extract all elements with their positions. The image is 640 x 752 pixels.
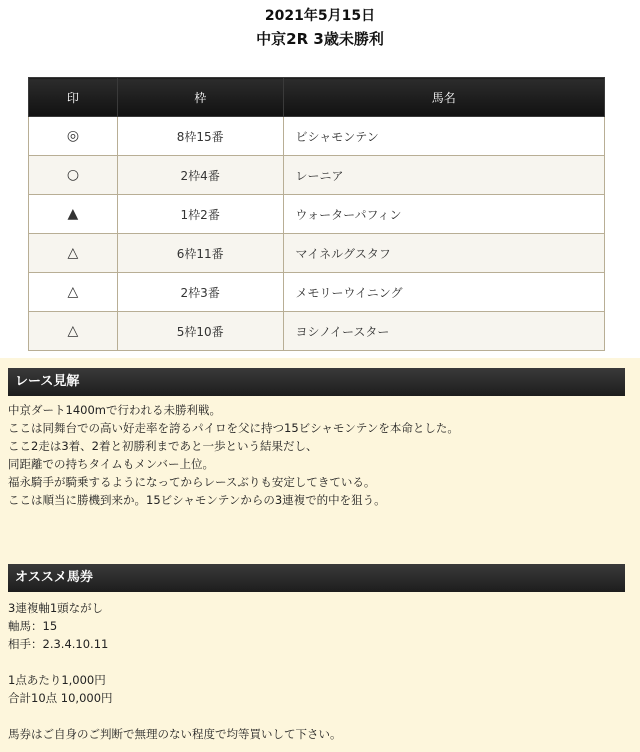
mark-cell: △	[29, 234, 118, 273]
mark-cell: △	[29, 273, 118, 312]
analysis-line: 同距離での持ちタイムもメンバー上位。	[8, 457, 214, 471]
race-title: 中京2R 3歳未勝利	[256, 30, 384, 48]
gate-cell: 5枠10番	[117, 312, 283, 351]
recommended-bets-text	[8, 599, 628, 743]
horse-name-cell: ウォーターパフィン	[283, 195, 604, 234]
horse-name-cell: ヨシノイースター	[283, 312, 604, 351]
bet-axis-horse: 軸馬：15	[8, 619, 58, 633]
page-header	[0, 0, 640, 66]
horse-name-cell: マイネルグスタフ	[283, 234, 604, 273]
analysis-line: ここは順当に勝機到来か。15ビシャモンテンからの3連複で的中を狙う。	[8, 493, 386, 507]
mark-cell: ○	[29, 156, 118, 195]
analysis-text	[8, 401, 628, 509]
bet-total: 合計10点 10,000円	[8, 691, 113, 705]
gate-cell: 6枠11番	[117, 234, 283, 273]
table-row	[29, 156, 605, 195]
mark-cell: △	[29, 312, 118, 351]
analysis-line: ここ2走は3着、2着と初勝利まであと一歩という結果だし、	[8, 439, 318, 453]
table-row	[29, 273, 605, 312]
analysis-heading: レース見解	[8, 368, 625, 396]
table-header-row	[29, 78, 605, 117]
commentary-panel	[0, 358, 640, 752]
prediction-table	[28, 77, 605, 351]
mark-cell: ▲	[29, 195, 118, 234]
horse-name-cell: レーニア	[283, 156, 604, 195]
analysis-line: ここは同舞台での高い好走率を誇るパイロを父に持つ15ビシャモンテンを本命とした。	[8, 421, 459, 435]
column-header-horse-name: 馬名	[283, 78, 604, 117]
table-row	[29, 234, 605, 273]
bet-notice: 馬券はご自身のご判断で無理のない程度で均等買いして下さい。	[8, 727, 342, 741]
gate-cell: 8枠15番	[117, 117, 283, 156]
recommended-bets-heading: オススメ馬券	[8, 564, 625, 592]
bet-type: 3連複軸1頭ながし	[8, 601, 104, 615]
analysis-line: 中京ダート1400mで行われる未勝利戦。	[8, 403, 221, 417]
mark-cell: ◎	[29, 117, 118, 156]
bet-partner-horses: 相手：2.3.4.10.11	[8, 637, 109, 651]
table-row	[29, 312, 605, 351]
horse-name-cell: メモリーウイニング	[283, 273, 604, 312]
column-header-mark: 印	[29, 78, 118, 117]
column-header-gate: 枠	[117, 78, 283, 117]
bet-per-point: 1点あたり1,000円	[8, 673, 106, 687]
horse-name-cell: ビシャモンテン	[283, 117, 604, 156]
gate-cell: 2枠4番	[117, 156, 283, 195]
race-date: 2021年5月15日	[264, 8, 376, 24]
table-row	[29, 117, 605, 156]
analysis-line: 福永騎手が騎乗するようになってからレースぶりも安定してきている。	[8, 475, 376, 489]
gate-cell: 1枠2番	[117, 195, 283, 234]
table-row	[29, 195, 605, 234]
gate-cell: 2枠3番	[117, 273, 283, 312]
